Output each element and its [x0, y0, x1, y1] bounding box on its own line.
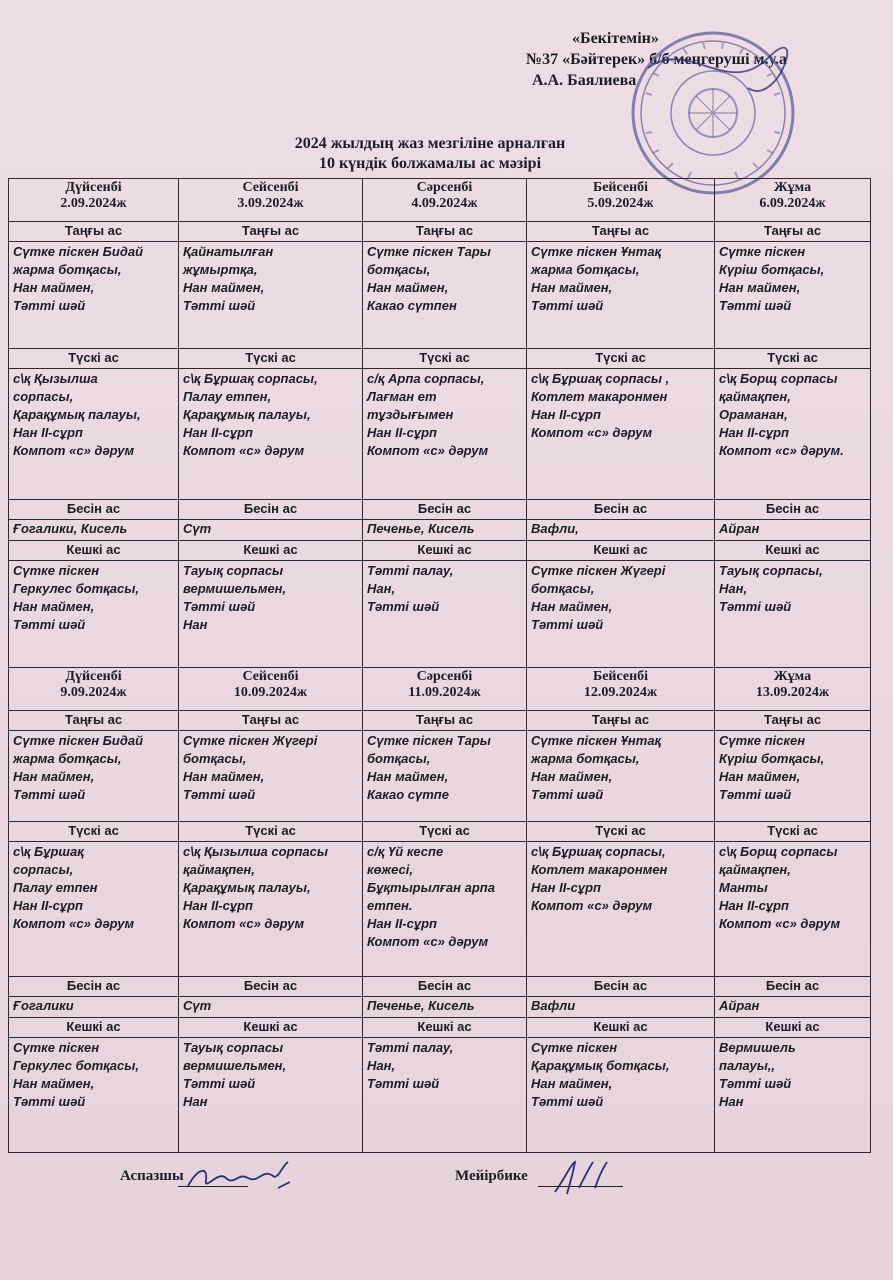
dish-line: Тауық сорпасы, — [719, 563, 823, 578]
snack-dish-cell: Сүт — [179, 997, 363, 1018]
approval-title: «Бекітемін» — [572, 30, 659, 47]
dish-line: Нан II-сұрп — [367, 916, 437, 931]
dish-line: Нан маймен, — [13, 769, 95, 784]
dish-line: Қарақұмық палауы, — [183, 880, 311, 895]
dish-line: Сүтке піскен — [531, 1040, 618, 1055]
breakfast-title-cell: Таңғы ас — [715, 711, 871, 731]
snack-dish-cell: Вафли, — [527, 520, 715, 541]
day-date: 6.09.2024ж — [759, 196, 826, 211]
dish-line: Тәтті шәй — [13, 298, 86, 313]
dish-line: Палау етпен — [13, 880, 98, 895]
day-name: Жұма — [773, 180, 812, 195]
dish-line: Сүтке піскен Бидай — [13, 733, 144, 748]
snack-dish-cell: Айран — [715, 520, 871, 541]
dish-line: Қарақұмық палауы, — [13, 407, 141, 422]
dish-line: Тәтті шәй — [13, 787, 86, 802]
snack-title-cell: Бесін ас — [715, 977, 871, 997]
dish-line: с\қ Борщ сорпасы — [719, 844, 838, 859]
dish-line: Компот «с» дәрум — [13, 443, 135, 458]
dish-line: Тәтті шәй — [183, 1076, 256, 1091]
dish-line: Қарақұмық ботқасы, — [531, 1058, 670, 1073]
dinner-title-cell: Кешкі ас — [179, 1018, 363, 1038]
lunch-title-cell: Түскі ас — [715, 349, 871, 369]
day-name: Сейсенбі — [242, 669, 299, 684]
dish-line: Нан маймен, — [183, 769, 265, 784]
dish-line: Сүтке піскен — [13, 563, 100, 578]
signature-row — [0, 1158, 893, 1198]
lunch-dish-cell — [179, 369, 363, 500]
breakfast-dish-cell — [527, 242, 715, 349]
dinner-title-cell: Кешкі ас — [9, 541, 179, 561]
dish-line: Нан II-сұрп — [531, 407, 601, 422]
dinner-dish-cell — [527, 1038, 715, 1153]
lunch-title-cell: Түскі ас — [363, 349, 527, 369]
dinner-dish-cell — [715, 1038, 871, 1153]
dish-line: с\қ Бұршақ сорпасы, — [531, 844, 666, 859]
dish-line: Нан маймен, — [183, 280, 265, 295]
dinner-dishes-row — [9, 561, 871, 668]
dish-line: с\қ Бұршақ сорпасы , — [531, 371, 670, 386]
dish-line: Компот «с» дәрум — [367, 443, 489, 458]
dish-line: с\қ Қызылша сорпасы — [183, 844, 328, 859]
cook-signature — [178, 1158, 298, 1198]
day-header-cell — [179, 179, 363, 222]
dish-line: Нан маймен, — [531, 599, 613, 614]
dish-line: Тәтті шәй — [719, 298, 792, 313]
dish-line: палауы,, — [719, 1058, 776, 1073]
menu-title-line1: 2024 жылдың жаз мезгіліне арналған — [294, 135, 566, 152]
day-name: Сейсенбі — [242, 180, 299, 195]
dinner-dish-cell — [715, 561, 871, 668]
dish-line: сорпасы, — [13, 389, 74, 404]
nurse-label: Мейірбике — [455, 1168, 528, 1184]
dish-line: Нан маймен, — [367, 769, 449, 784]
dish-line: Компот «с» дәрум — [183, 916, 305, 931]
dish-line: жарма ботқасы, — [13, 262, 122, 277]
breakfast-title-cell: Таңғы ас — [715, 222, 871, 242]
breakfast-dish-cell — [527, 731, 715, 822]
dish-line: Тауық сорпасы — [183, 1040, 284, 1055]
dinner-title-row — [9, 541, 871, 561]
lunch-title-cell: Түскі ас — [527, 349, 715, 369]
dish-line: Нан маймен, — [13, 1076, 95, 1091]
dinner-title-cell: Кешкі ас — [363, 541, 527, 561]
dinner-dish-cell — [179, 561, 363, 668]
dish-line: ботқасы, — [367, 751, 431, 766]
dish-line: Тәтті шәй — [13, 1094, 86, 1109]
lunch-title-cell: Түскі ас — [9, 349, 179, 369]
lunch-dishes-row — [9, 842, 871, 977]
dish-line: Тәтті шәй — [531, 298, 604, 313]
menu-table — [8, 178, 871, 1153]
dish-line: Сүтке піскен Тары — [367, 733, 491, 748]
dish-line: Күріш ботқасы, — [719, 751, 825, 766]
dinner-dish-cell — [527, 561, 715, 668]
day-name: Бейсенбі — [592, 669, 649, 684]
dish-line: вермишельмен, — [183, 581, 287, 596]
snack-dishes-row — [9, 520, 871, 541]
dish-line: Күріш ботқасы, — [719, 262, 825, 277]
dinner-dish-cell — [9, 561, 179, 668]
snack-title-cell: Бесін ас — [527, 500, 715, 520]
dinner-dish-cell — [179, 1038, 363, 1153]
day-header-cell — [715, 179, 871, 222]
lunch-dish-cell — [527, 842, 715, 977]
lunch-dish-cell — [363, 842, 527, 977]
dinner-title-cell: Кешкі ас — [715, 541, 871, 561]
day-date: 11.09.2024ж — [408, 685, 481, 700]
dish-line: Лағман ет — [367, 389, 437, 404]
breakfast-dish-cell — [9, 242, 179, 349]
dish-line: қаймақпен, — [719, 389, 791, 404]
dish-line: Нан маймен, — [367, 280, 449, 295]
dish-line: Компот «с» дәрум — [531, 898, 653, 913]
dish-line: тұздығымен — [367, 407, 454, 422]
day-name: Дүйсенбі — [65, 180, 122, 195]
dish-line: көжесі, — [367, 862, 413, 877]
dish-line: Сүтке піскен Жүгері — [183, 733, 318, 748]
dish-line: сорпасы, — [13, 862, 74, 877]
dish-line: Қайнатылған — [183, 244, 274, 259]
day-date: 2.09.2024ж — [60, 196, 127, 211]
day-header-cell — [9, 179, 179, 222]
dish-line: Тәтті шәй — [531, 617, 604, 632]
dish-line: Какао сүтпе — [367, 787, 449, 802]
dish-line: Тәтті шәй — [367, 599, 440, 614]
dish-line: Сүтке піскен Бидай — [13, 244, 144, 259]
dish-line: жарма ботқасы, — [531, 751, 640, 766]
dish-line: Тәтті шәй — [367, 1076, 440, 1091]
day-date: 10.09.2024ж — [233, 685, 308, 700]
lunch-title-cell: Түскі ас — [9, 822, 179, 842]
dish-line: жұмыртқа, — [183, 262, 258, 277]
breakfast-title-row — [9, 222, 871, 242]
dish-line: Нан маймен, — [531, 769, 613, 784]
dish-line: вермишельмен, — [183, 1058, 287, 1073]
lunch-title-cell: Түскі ас — [363, 822, 527, 842]
dinner-title-cell: Кешкі ас — [179, 541, 363, 561]
dish-line: ботқасы, — [183, 751, 247, 766]
dish-line: Нан маймен, — [13, 599, 95, 614]
dinner-dishes-row — [9, 1038, 871, 1153]
dish-line: Компот «с» дәрум. — [719, 443, 844, 458]
snack-dish-cell: Сүт — [179, 520, 363, 541]
snack-dish-cell: Печенье, Кисель — [363, 520, 527, 541]
dish-line: Сүтке піскен Ұнтақ — [531, 733, 662, 748]
dish-line: с/қ Арпа сорпасы, — [367, 371, 485, 386]
dish-line: Нан — [719, 1094, 744, 1109]
breakfast-dish-cell — [363, 731, 527, 822]
dish-line: с/қ Үй кеспе — [367, 844, 444, 859]
day-header-cell — [9, 668, 179, 711]
snack-title-cell: Бесін ас — [715, 500, 871, 520]
dish-line: Нан маймен, — [531, 1076, 613, 1091]
dish-line: Нан маймен, — [531, 280, 613, 295]
lunch-title-row — [9, 349, 871, 369]
breakfast-dish-cell — [715, 731, 871, 822]
breakfast-title-cell: Таңғы ас — [9, 222, 179, 242]
breakfast-title-cell: Таңғы ас — [179, 711, 363, 731]
day-name: Жұма — [773, 669, 812, 684]
dish-line: Нан II-сұрп — [719, 898, 789, 913]
dish-line: етпен. — [367, 898, 413, 913]
dish-line: Нан II-сұрп — [367, 425, 437, 440]
dish-line: Тауық сорпасы — [183, 563, 284, 578]
day-date: 12.09.2024ж — [583, 685, 658, 700]
day-name: Сәрсенбі — [416, 669, 473, 684]
dish-line: Тәтті шәй — [183, 787, 256, 802]
dish-line: Котлет макаронмен — [531, 862, 668, 877]
breakfast-dishes-row — [9, 731, 871, 822]
dish-line: Компот «с» дәрум — [13, 916, 135, 931]
snack-dish-cell: Вафли — [527, 997, 715, 1018]
dish-line: Тәтті шәй — [13, 617, 86, 632]
dish-line: Тәтті шәй — [719, 599, 792, 614]
dish-line: Нан II-сұрп — [13, 898, 83, 913]
snack-dishes-row — [9, 997, 871, 1018]
lunch-title-cell: Түскі ас — [179, 822, 363, 842]
dish-line: Нан — [183, 1094, 208, 1109]
breakfast-title-cell: Таңғы ас — [9, 711, 179, 731]
lunch-dish-cell — [363, 369, 527, 500]
dish-line: Сүтке піскен Ұнтақ — [531, 244, 662, 259]
dish-line: жарма ботқасы, — [531, 262, 640, 277]
dish-line: ботқасы, — [367, 262, 431, 277]
day-header-row — [9, 179, 871, 222]
dish-line: Нан маймен, — [719, 280, 801, 295]
dish-line: ботқасы, — [531, 581, 595, 596]
day-name: Сәрсенбі — [416, 180, 473, 195]
day-header-cell — [527, 668, 715, 711]
snack-title-cell: Бесін ас — [9, 977, 179, 997]
dish-line: Нан II-сұрп — [183, 425, 253, 440]
dish-line: Тәтті палау, — [367, 1040, 454, 1055]
snack-dish-cell: Ғогалики, Кисель — [9, 520, 179, 541]
day-name: Дүйсенбі — [65, 669, 122, 684]
dish-line: Тәтті шәй — [719, 787, 792, 802]
lunch-dish-cell — [527, 369, 715, 500]
dish-line: Геркулес ботқасы, — [13, 581, 139, 596]
dish-line: Компот «с» дәрум — [183, 443, 305, 458]
dish-line: Нан II-сұрп — [719, 425, 789, 440]
breakfast-dish-cell — [179, 242, 363, 349]
lunch-title-cell: Түскі ас — [715, 822, 871, 842]
dish-line: Бұқтырылған арпа — [367, 880, 495, 895]
day-header-cell — [715, 668, 871, 711]
dish-line: Сүтке піскен — [719, 733, 806, 748]
lunch-dish-cell — [9, 842, 179, 977]
menu-title — [200, 134, 660, 174]
day-date: 3.09.2024ж — [237, 196, 304, 211]
dish-line: Ораманан, — [719, 407, 788, 422]
dish-line: Нан II-сұрп — [183, 898, 253, 913]
day-header-cell — [363, 668, 527, 711]
dish-line: Какао сүтпен — [367, 298, 457, 313]
dish-line: Вермишель — [719, 1040, 796, 1055]
dish-line: Компот «с» дәрум — [367, 934, 489, 949]
dish-line: Сүтке піскен — [719, 244, 806, 259]
lunch-dish-cell — [179, 842, 363, 977]
snack-title-row — [9, 977, 871, 997]
breakfast-dish-cell — [715, 242, 871, 349]
dish-line: Сүтке піскен Жүгері — [531, 563, 666, 578]
dinner-dish-cell — [363, 561, 527, 668]
day-name: Бейсенбі — [592, 180, 649, 195]
dish-line: Нан, — [719, 581, 748, 596]
approval-name: А.А. Баялиева — [532, 72, 637, 89]
breakfast-title-cell: Таңғы ас — [527, 222, 715, 242]
dinner-dish-cell — [9, 1038, 179, 1153]
dish-line: Тәтті шәй — [183, 298, 256, 313]
day-date: 13.09.2024ж — [755, 685, 830, 700]
dish-line: Котлет макаронмен — [531, 389, 668, 404]
dish-line: Сүтке піскен — [13, 1040, 100, 1055]
dish-line: Тәтті шәй — [719, 1076, 792, 1091]
breakfast-title-cell: Таңғы ас — [527, 711, 715, 731]
snack-title-cell: Бесін ас — [9, 500, 179, 520]
nurse-signature — [545, 1158, 625, 1198]
dish-line: Тәтті шәй — [531, 787, 604, 802]
day-date: 4.09.2024ж — [411, 196, 478, 211]
snack-dish-cell: Печенье, Кисель — [363, 997, 527, 1018]
dish-line: Сүтке піскен Тары — [367, 244, 491, 259]
dish-line: Тәтті шәй — [183, 599, 256, 614]
lunch-title-cell: Түскі ас — [179, 349, 363, 369]
snack-title-cell: Бесін ас — [527, 977, 715, 997]
dinner-title-cell: Кешкі ас — [527, 541, 715, 561]
menu-title-line2: 10 күндік болжамалы ас мәзірі — [318, 155, 542, 172]
dinner-dish-cell — [363, 1038, 527, 1153]
dish-line: Палау етпен, — [183, 389, 272, 404]
day-header-cell — [527, 179, 715, 222]
lunch-title-row — [9, 822, 871, 842]
snack-dish-cell: Ғогалики — [9, 997, 179, 1018]
dish-line: Нан II-сұрп — [13, 425, 83, 440]
approval-position: №37 «Бәйтерек» б/б меңгеруші м.у.а — [526, 51, 787, 68]
snack-title-cell: Бесін ас — [179, 977, 363, 997]
dish-line: Нан маймен, — [13, 280, 95, 295]
snack-title-cell: Бесін ас — [179, 500, 363, 520]
lunch-title-cell: Түскі ас — [527, 822, 715, 842]
dish-line: Геркулес ботқасы, — [13, 1058, 139, 1073]
dish-line: Компот «с» дәрум — [531, 425, 653, 440]
dish-line: Тәтті палау, — [367, 563, 454, 578]
breakfast-title-cell: Таңғы ас — [363, 222, 527, 242]
dinner-title-cell: Кешкі ас — [715, 1018, 871, 1038]
dish-line: Нан — [183, 617, 208, 632]
snack-title-cell: Бесін ас — [363, 977, 527, 997]
day-date: 9.09.2024ж — [60, 685, 127, 700]
day-header-cell — [179, 668, 363, 711]
day-date: 5.09.2024ж — [587, 196, 654, 211]
day-header-cell — [363, 179, 527, 222]
dinner-title-row — [9, 1018, 871, 1038]
menu-table-body — [9, 179, 871, 1153]
dish-line: Қарақұмық палауы, — [183, 407, 311, 422]
dish-line: Компот «с» дәрум — [719, 916, 841, 931]
snack-title-row — [9, 500, 871, 520]
dish-line: Нан II-сұрп — [531, 880, 601, 895]
lunch-dish-cell — [9, 369, 179, 500]
day-header-row — [9, 668, 871, 711]
breakfast-dishes-row — [9, 242, 871, 349]
dish-line: с\қ Бұршақ — [13, 844, 84, 859]
dish-line: Нан маймен, — [719, 769, 801, 784]
breakfast-dish-cell — [9, 731, 179, 822]
dinner-title-cell: Кешкі ас — [363, 1018, 527, 1038]
dish-line: с\қ Борщ сорпасы — [719, 371, 838, 386]
dish-line: қаймақпен, — [719, 862, 791, 877]
dish-line: қаймақпен, — [183, 862, 255, 877]
lunch-dishes-row — [9, 369, 871, 500]
dish-line: Манты — [719, 880, 768, 895]
dinner-title-cell: Кешкі ас — [527, 1018, 715, 1038]
breakfast-title-cell: Таңғы ас — [179, 222, 363, 242]
breakfast-dish-cell — [179, 731, 363, 822]
breakfast-dish-cell — [363, 242, 527, 349]
breakfast-title-row — [9, 711, 871, 731]
snack-dish-cell: Айран — [715, 997, 871, 1018]
cook-label: Аспазшы — [120, 1168, 184, 1184]
dish-line: с\қ Қызылша — [13, 371, 98, 386]
dish-line: Нан, — [367, 581, 396, 596]
lunch-dish-cell — [715, 842, 871, 977]
dish-line: Тәтті шәй — [531, 1094, 604, 1109]
dish-line: жарма ботқасы, — [13, 751, 122, 766]
dish-line: Нан, — [367, 1058, 396, 1073]
lunch-dish-cell — [715, 369, 871, 500]
dinner-title-cell: Кешкі ас — [9, 1018, 179, 1038]
snack-title-cell: Бесін ас — [363, 500, 527, 520]
breakfast-title-cell: Таңғы ас — [363, 711, 527, 731]
dish-line: с\қ Бұршақ сорпасы, — [183, 371, 318, 386]
